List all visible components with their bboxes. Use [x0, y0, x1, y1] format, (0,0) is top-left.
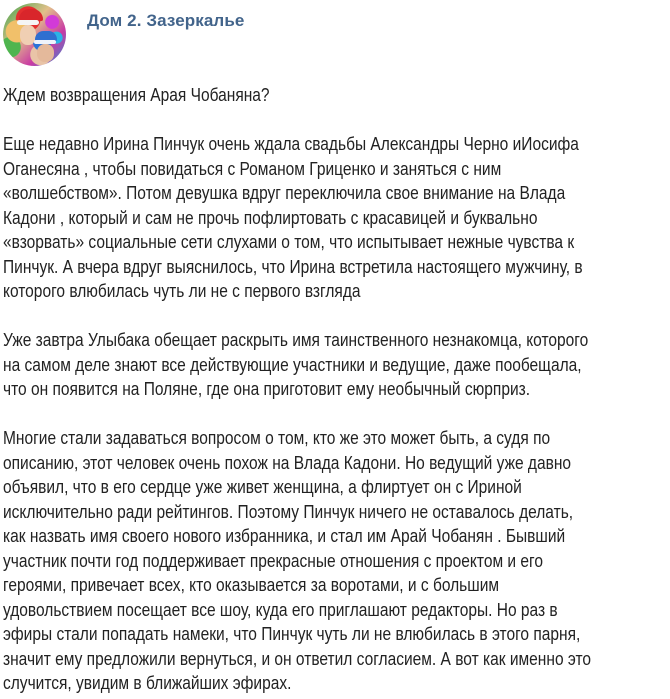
text-line: участник почти год поддерживает прекрасные отношения с проектом и его [3, 550, 544, 571]
text-line: как назвать имя своего нового избранника, и стал им Арай Чобанян . Бывший [3, 526, 566, 546]
paragraph-gap [3, 304, 658, 329]
text-line: Еще недавно Ирина Пинчук очень ждала свадьбы Александры Черно иИосифа [3, 134, 579, 154]
text-line: которого влюбилась чуть ли не с первого взгляда [3, 281, 361, 301]
paragraph-gap [3, 108, 658, 133]
paragraph-2 [3, 328, 658, 402]
paragraph-gap [3, 402, 658, 427]
text-line: исключительно ради рейтингов. Поэтому Пинчук ничего не оставалось делать, [3, 501, 574, 522]
text-line: Пинчук. А вчера вдруг выяснилось, что Ирина встретила настоящего мужчину, в [3, 256, 583, 277]
text-line: «волшебством». Потом девушка вдруг переключила свое внимание на Влада [3, 183, 566, 203]
text-line: описанию, этот человек очень похож на Влада Кадони. Но ведущий уже давно [3, 452, 572, 473]
text-line: значит ему предложили вернуться, и он ответил согласием. А вот как именно это [3, 648, 592, 669]
post-header [0, 0, 670, 70]
face-icon [37, 44, 54, 62]
post-heading: Ждем возвращения Арая Чобаняна? [3, 85, 270, 105]
text-line: Кадони , который и сам не прочь пофлиртовать с красавицей и буквально [3, 207, 538, 228]
post-body [3, 83, 658, 696]
text-line: удовольствием посещает все шоу, куда его приглашают редакторы. Но раз в [3, 599, 558, 620]
text-line: эфиры стали попадать намеки, что Пинчук чуть ли не влюбилась в этого парня, [3, 624, 581, 644]
group-avatar[interactable] [3, 3, 66, 66]
text-line: что он появится на Поляне, где она приготовит ему необычный сюрприз. [3, 379, 531, 399]
paragraph-1 [3, 132, 658, 304]
text-line: «взорвать» социальные сети слухами о том, что испытывает нежные чувства к [3, 232, 575, 252]
text-line: Оганесяна , чтобы повидаться с Романом Гриценко и заняться с ним [3, 158, 502, 179]
paragraph-3 [3, 426, 658, 696]
text-line: случится, увидим в ближайших эфирах. [3, 673, 292, 693]
text-line: Многие стали задаваться вопросом о том, кто же это может быть, а судя по [3, 428, 551, 448]
text-line: Уже завтра Улыбака обещает раскрыть имя таинственного незнакомца, которого [3, 330, 589, 350]
group-title-link[interactable]: Дом 2. Зазеркалье [87, 11, 245, 30]
text-line: героями, привечает всех, кто оказывается за воротами, и с большим [3, 575, 500, 595]
text-line: на самом деле знают все действующие участники и ведущие, даже пообещала, [3, 354, 582, 375]
text-line: объявил, что в его сердце уже живет женщина, а флиртует он с Ириной [3, 477, 522, 497]
